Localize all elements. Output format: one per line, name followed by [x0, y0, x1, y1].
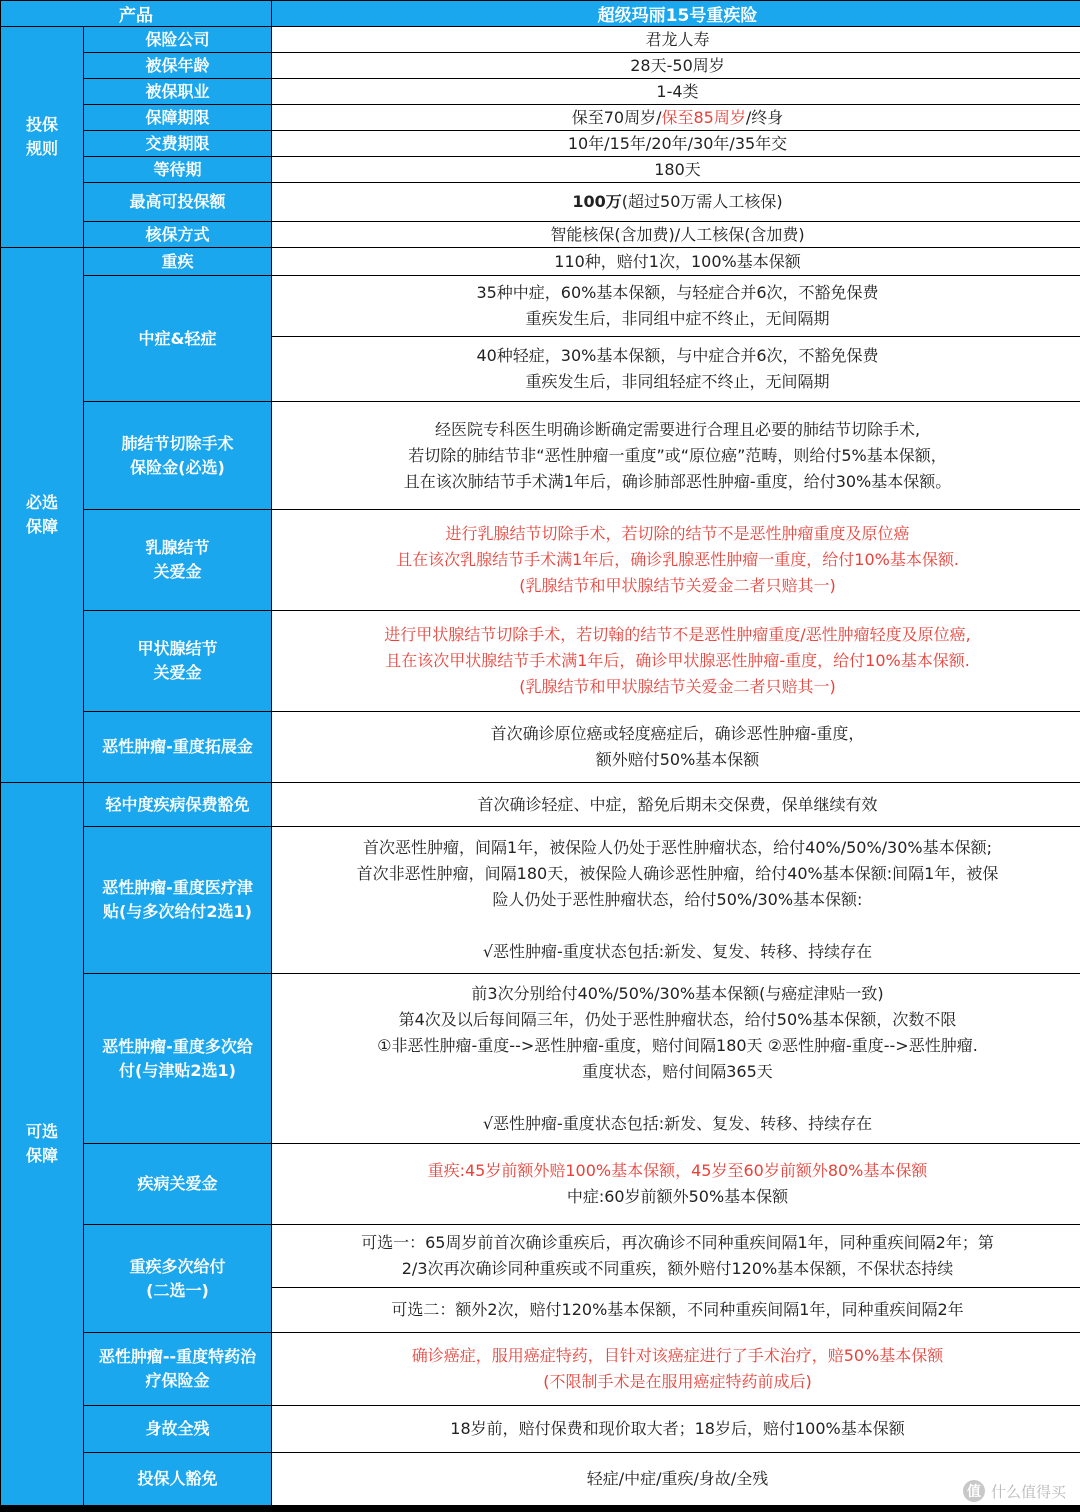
label-lung-line-2: 保险金(必选) — [130, 457, 225, 477]
label-mid-light — [84, 276, 271, 401]
value-waiver — [272, 783, 1080, 826]
value-mid — [272, 276, 1080, 336]
value-multi-cancer — [272, 974, 1080, 1143]
multi-cancer-line-1: 前3次分别给付40%/50%/30%基本保额(与癌症津贴一致) — [471, 983, 884, 1003]
label-thyroid-line-2: 关爱金 — [153, 663, 202, 682]
label-cancer-ext-text: 恶性肿瘤-重度拓展金 — [102, 737, 253, 756]
label-allowance-line-2: 贴(与多次给付2选1) — [103, 902, 252, 921]
cancer-ext-line-2: 额外赔付50%基本保额 — [595, 750, 760, 769]
value-underwrite-text: 智能核保(含加费)/人工核保(含加费) — [550, 224, 805, 244]
label-holder-text: 投保人豁免 — [137, 1469, 218, 1488]
cancer-ext-line-1: 首次确诊原位癌或轻度癌症后，确诊恶性肿瘤-重度， — [490, 724, 865, 743]
label-drug-line-2: 疗保险金 — [145, 1371, 210, 1390]
section-required — [1, 248, 83, 782]
value-pay-text: 10年/15年/20年/30年/35年交 — [567, 133, 788, 153]
header-col-label-text: 产品 — [119, 6, 153, 26]
value-job — [272, 79, 1080, 104]
care-line-red: 重疾:45岁前额外赔100%基本保额，45岁至60岁前额外80%基本保额 — [427, 1161, 928, 1180]
label-care — [84, 1144, 271, 1224]
label-company-text: 保险公司 — [145, 29, 210, 49]
value-term-red: 保至85周岁 — [661, 107, 746, 127]
label-multi-critical-line-1: 重疾多次给付 — [129, 1256, 226, 1276]
label-multi-cancer-line-1: 恶性肿瘤-重度多次给 — [102, 1036, 253, 1056]
value-lung — [272, 402, 1080, 509]
label-underwrite-text: 核保方式 — [145, 224, 210, 244]
allowance-line-2: 首次非恶性肿瘤，间隔180天，被保险人确诊恶性肿瘤，给付40%基本保额:间隔1年，被保 — [356, 864, 999, 883]
multi-cancer-line-3: ①非恶性肿瘤-重度-->恶性肿瘤-重度，赔付间隔180天 ②恶性肿瘤-重度-->恶性肿瘤. — [377, 1035, 978, 1055]
drug-line-1: 确诊癌症，服用癌症特药，目针对该癌症进行了手术治疗，赔50%基本保额 — [411, 1346, 944, 1365]
label-drug — [84, 1333, 271, 1405]
multi-cancer-line-2: 第4次及以后每间隔三年，仍处于恶性肿瘤状态，给付50%基本保额，次数不限 — [398, 1009, 957, 1029]
breast-line-1: 进行乳腺结节切除手术，若切除的结节不是恶性肿瘤重度及原位癌 — [445, 524, 910, 543]
light-line-2: 重疾发生后，非同组轻症不终止，无间隔期 — [525, 372, 830, 391]
breast-line-3: (乳腺结节和甲状腺结节关爱金二者只赔其一) — [519, 576, 836, 595]
value-wait-text: 180天 — [654, 159, 701, 179]
label-death-text: 身故全残 — [145, 1419, 210, 1438]
value-multi-critical-opt2 — [272, 1288, 1080, 1332]
value-pay — [272, 131, 1080, 156]
header-product — [272, 1, 1080, 26]
value-death-text: 18岁前，赔付保费和现价取大者；18岁后，赔付100%基本保额 — [450, 1419, 905, 1438]
label-breast-line-1: 乳腺结节 — [145, 538, 210, 557]
lung-line-1: 经医院专科医生明确诊断确定需要进行合理且必要的肺结节切除手术, — [434, 419, 921, 439]
thyroid-line-2: 且在该次甲状腺结节手术满1年后，确诊甲状腺恶性肿瘤-重度，给付10%基本保额. — [385, 651, 970, 670]
value-holder — [272, 1453, 1080, 1505]
label-underwrite — [84, 222, 271, 247]
drug-line-2: (不限制手术是在服用癌症特药前成后) — [543, 1372, 812, 1391]
label-max-text: 最高可投保额 — [129, 192, 226, 211]
label-waiver — [84, 783, 271, 826]
allowance-line-3: 险人仍处于恶性肿瘤状态，给付50%/30%基本保额: — [492, 890, 863, 909]
mid-line-1: 35种中症，60%基本保额，与轻症合并6次，不豁免保费 — [476, 283, 879, 302]
value-max-rest: (超过50万需人工核保) — [621, 192, 783, 211]
watermark — [963, 1480, 1066, 1502]
multi-cancer-line-4: 重度状态，赔付间隔365天 — [582, 1061, 773, 1081]
value-care — [272, 1144, 1080, 1224]
section-rules-text: 投保 规则 — [25, 115, 58, 158]
value-term-a: 保至70周岁/ — [571, 107, 662, 127]
value-multi-critical-opt1 — [272, 1225, 1080, 1287]
watermark-text: 什么值得买 — [990, 1482, 1066, 1501]
multi-critical-opt1-line-2: 2/3次再次确诊同种重疾或不同重疾，额外赔付120%基本保额，不保状态持续 — [401, 1259, 954, 1278]
value-company — [272, 27, 1080, 52]
label-job — [84, 79, 271, 104]
watermark-logo-icon: 值 — [963, 1480, 985, 1502]
label-pay — [84, 131, 271, 156]
label-max — [84, 183, 271, 221]
label-thyroid — [84, 611, 271, 711]
label-cancer-ext — [84, 712, 271, 782]
label-age-text: 被保年龄 — [145, 55, 210, 75]
value-holder-text: 轻症/中症/重疾/身故/全残 — [586, 1469, 769, 1488]
value-cancer-ext — [272, 712, 1080, 782]
label-holder — [84, 1453, 271, 1505]
label-job-text: 被保职业 — [145, 81, 210, 101]
mid-line-2: 重疾发生后，非同组中症不终止，无间隔期 — [525, 309, 830, 328]
value-breast — [272, 510, 1080, 610]
label-allowance-line-1: 恶性肿瘤-重度医疗津 — [102, 878, 253, 897]
label-mid-light-text: 中症&轻症 — [138, 328, 217, 348]
header-col-label — [1, 1, 271, 26]
care-line: 中症:60岁前额外50%基本保额 — [566, 1187, 789, 1206]
allowance-line-1: 首次恶性肿瘤，间隔1年，被保险人仍处于恶性肿瘤状态，给付40%/50%/30%基本保额; — [362, 838, 993, 857]
label-age — [84, 53, 271, 78]
value-max — [272, 183, 1080, 221]
value-drug — [272, 1333, 1080, 1405]
lung-line-2: 若切除的肺结节非“恶性肿瘤一重度”或“原位癌”范畴，则给付5%基本保额， — [408, 445, 947, 465]
label-term-text: 保障期限 — [145, 107, 210, 127]
value-wait — [272, 157, 1080, 182]
label-wait-text: 等待期 — [153, 159, 202, 179]
label-death — [84, 1406, 271, 1452]
value-job-text: 1-4类 — [656, 81, 699, 101]
label-lung — [84, 402, 271, 509]
breast-line-2: 且在该次乳腺结节手术满1年后，确诊乳腺恶性肿瘤一重度，给付10%基本保额. — [396, 550, 959, 569]
label-multi-cancer-line-2: 付(与津贴2选1) — [119, 1060, 236, 1080]
thyroid-line-3: (乳腺结节和甲状腺结节关爱金二者只赔其一) — [519, 677, 836, 696]
label-critical-text: 重疾 — [161, 251, 194, 271]
value-waiver-text: 首次确诊轻症、中症，豁免后期未交保费，保单继续有效 — [477, 794, 878, 814]
value-max-bold: 100万 — [572, 192, 622, 211]
value-term — [272, 105, 1080, 130]
label-care-text: 疾病关爱金 — [137, 1174, 218, 1193]
label-thyroid-line-1: 甲状腺结节 — [137, 639, 218, 658]
value-light — [272, 337, 1080, 401]
value-term-b: /终身 — [745, 107, 784, 127]
label-company — [84, 27, 271, 52]
value-company-text: 君龙人寿 — [645, 29, 710, 49]
value-critical — [272, 248, 1080, 275]
thyroid-line-1: 进行甲状腺结节切除手术，若切翰的结节不是恶性肿瘤重度/恶性肿瘤轻度及原位癌, — [384, 625, 971, 644]
allowance-line-5: √恶性肿瘤-重度状态包括:新发、复发、转移、持续存在 — [482, 942, 873, 961]
value-underwrite — [272, 222, 1080, 247]
label-multi-critical — [84, 1225, 271, 1332]
label-wait — [84, 157, 271, 182]
label-waiver-text: 轻中度疾病保费豁免 — [105, 794, 250, 814]
label-breast-line-2: 关爱金 — [153, 562, 202, 581]
multi-critical-opt1-line-1: 可选一：65周岁前首次确诊重疾后，再次确诊不同种重疾间隔1年，同种重疾间隔2年；第 — [361, 1233, 994, 1252]
label-pay-text: 交费期限 — [145, 133, 210, 153]
section-rules — [1, 27, 83, 247]
section-optional-text: 可选 保障 — [25, 1122, 58, 1165]
product-name: 超级玛丽15号重疾险 — [597, 6, 758, 26]
value-age-text: 28天-50周岁 — [630, 55, 725, 75]
label-multi-cancer — [84, 974, 271, 1143]
section-required-text: 必选 保障 — [25, 493, 58, 536]
lung-line-3: 且在该次肺结节手术满1年后，确诊肺部恶性肿瘤-重度，给付30%基本保额。 — [403, 471, 952, 491]
multi-critical-opt2-text: 可选二：额外2次，赔付120%基本保额，不同种重疾间隔1年，同种重疾间隔2年 — [391, 1300, 964, 1319]
label-drug-line-1: 恶性肿瘤--重度特药治 — [98, 1347, 257, 1366]
value-age — [272, 53, 1080, 78]
label-multi-critical-line-2: (二选一) — [146, 1280, 209, 1300]
value-death — [272, 1406, 1080, 1452]
label-term — [84, 105, 271, 130]
label-allowance — [84, 827, 271, 973]
label-breast — [84, 510, 271, 610]
label-critical — [84, 248, 271, 275]
section-optional — [1, 783, 83, 1505]
value-allowance — [272, 827, 1080, 973]
value-critical-text: 110种，赔付1次，100%基本保额 — [554, 251, 801, 271]
light-line-1: 40种轻症，30%基本保额，与中症合并6次，不豁免保费 — [476, 346, 879, 365]
value-thyroid — [272, 611, 1080, 711]
label-lung-line-1: 肺结节切除手术 — [121, 433, 234, 453]
multi-cancer-line-6: √恶性肿瘤-重度状态包括:新发、复发、转移、持续存在 — [482, 1113, 873, 1133]
